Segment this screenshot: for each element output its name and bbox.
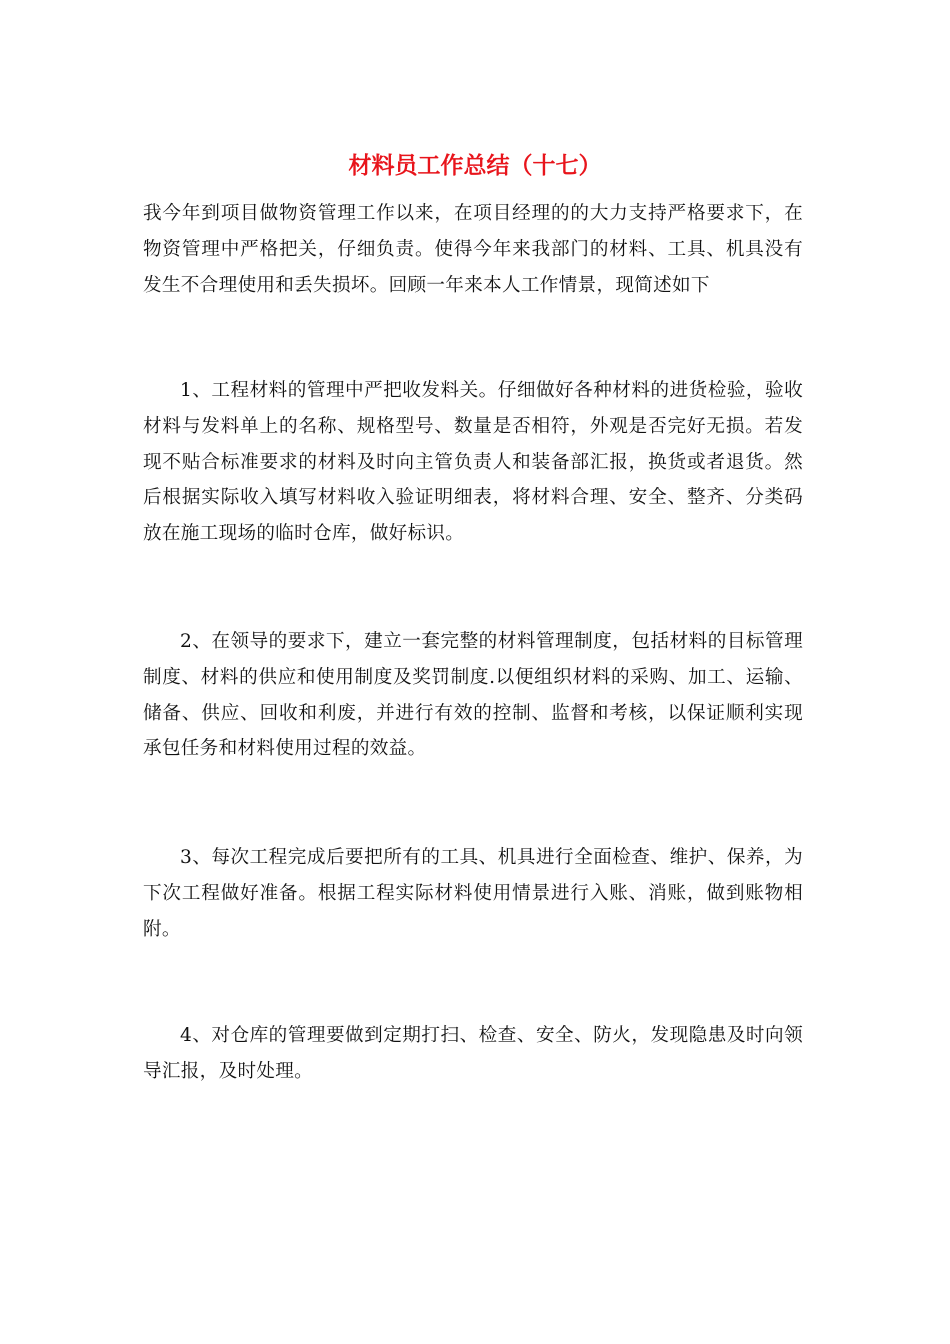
intro-paragraph: 我今年到项目做物资管理工作以来，在项目经理的的大力支持严格要求下，在物资管理中严格把关，仔细负责。使得今年来我部门的材料、工具、机具没有发生不合理使用和丢失损坏。回顾一年来本人工作情景，现简述如下 — [143, 203, 803, 296]
document-title: 材料员工作总结（十七） — [348, 153, 602, 179]
paragraph-item-2: 2、在领导的要求下，建立一套完整的材料管理制度，包括材料的目标管理制度、材料的供应和使用制度及奖罚制度.以便组织材料的采购、加工、运输、储备、供应、回收和利废，并进行有效的控制、监督和考核，以保证顺利实现承包任务和材料使用过程的效益。 — [143, 631, 803, 760]
paragraph-item-1: 1、工程材料的管理中严把收发料关。仔细做好各种材料的进货检验，验收材料与发料单上的名称、规格型号、数量是否相符，外观是否完好无损。若发现不贴合标准要求的材料及时向主管负责人和装备部汇报，换货或者退货。然后根据实际收入填写材料收入验证明细表，将材料合理、安全、整齐、分类码放在施工现场的临时仓库，做好标识。 — [143, 380, 803, 545]
paragraph-item-3: 3、每次工程完成后要把所有的工具、机具进行全面检查、维护、保养，为下次工程做好准备。根据工程实际材料使用情景进行入账、消账，做到账物相附。 — [143, 847, 803, 940]
paragraph-item-4: 4、对仓库的管理要做到定期打扫、检查、安全、防火，发现隐患及时向领导汇报，及时处理。 — [143, 1025, 803, 1082]
